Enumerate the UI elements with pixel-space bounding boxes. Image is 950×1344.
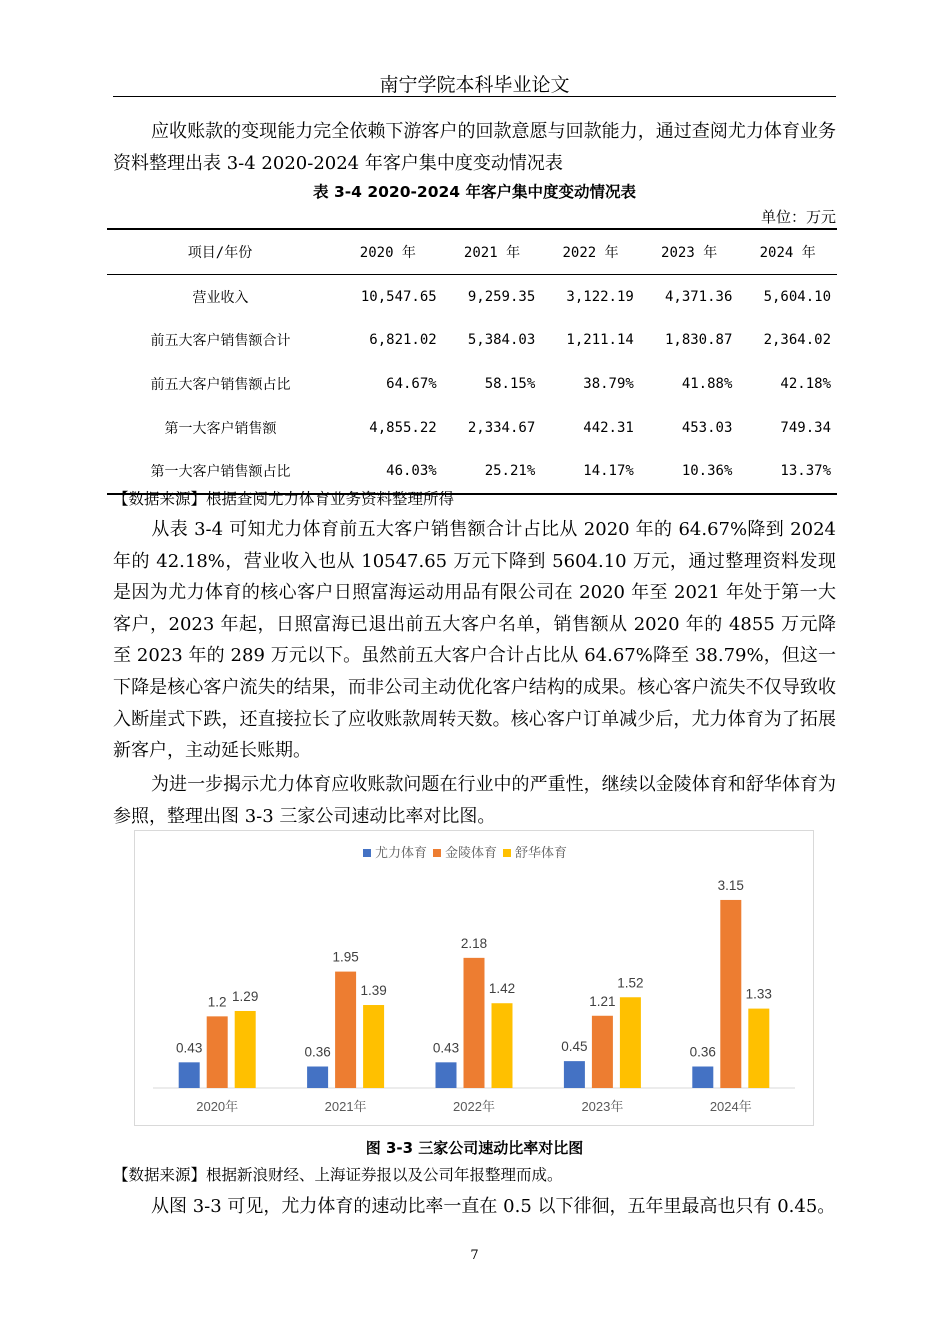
data-label: 1.95 bbox=[332, 949, 359, 965]
x-tick-label: 2024年 bbox=[709, 1099, 752, 1114]
table-cell: 9,259.35 bbox=[467, 288, 536, 305]
x-tick-label: 2022年 bbox=[453, 1099, 495, 1114]
x-tick-label: 2020年 bbox=[196, 1099, 239, 1114]
table-header-cell: 2021 年 bbox=[443, 229, 542, 275]
legend-swatch bbox=[363, 849, 371, 857]
paragraph-comparison bbox=[113, 769, 836, 832]
table-cell: 第一大客户销售额占比 bbox=[107, 449, 333, 494]
table-cell: 1,211.14 bbox=[566, 332, 634, 349]
table-cell: 25.21% bbox=[443, 449, 542, 494]
data-label: 1.52 bbox=[617, 975, 644, 991]
table-cell: 5,604.10 bbox=[763, 288, 831, 305]
data-label: 3.15 bbox=[717, 877, 744, 893]
table-cell: 453.03 bbox=[681, 419, 733, 436]
table-cell: 38.79% bbox=[583, 375, 634, 392]
header-rule bbox=[113, 96, 836, 97]
legend-swatch bbox=[433, 849, 441, 857]
table-row bbox=[107, 406, 837, 450]
table-header-cell: 2020 年 bbox=[333, 229, 443, 275]
x-tick-label: 2021年 bbox=[324, 1099, 367, 1114]
table-cell: 46.03% bbox=[333, 449, 443, 494]
table-source-note: 【数据来源】根据查阅尤力体育业务资料整理所得 bbox=[113, 490, 455, 508]
table-cell: 前五大客户销售额占比 bbox=[150, 376, 291, 393]
running-header: 南宁学院本科毕业论文 bbox=[379, 74, 570, 96]
customer-concentration-table bbox=[107, 228, 837, 495]
table-unit: 单位：万元 bbox=[760, 208, 836, 226]
table-cell: 第一大客户销售额 bbox=[164, 420, 277, 437]
table-cell: 442.31 bbox=[583, 419, 634, 436]
table-cell: 42.18% bbox=[780, 375, 831, 392]
table-header-cell: 项目/年份 bbox=[107, 229, 333, 275]
table-cell: 2,334.67 bbox=[467, 419, 536, 436]
quick-ratio-bar-chart bbox=[135, 831, 813, 1125]
table-cell: 4,371.36 bbox=[664, 288, 733, 305]
bar bbox=[592, 1016, 613, 1088]
table-cell: 3,122.19 bbox=[566, 288, 634, 305]
legend-label: 舒华体育 bbox=[515, 845, 568, 860]
data-label: 1.39 bbox=[360, 983, 387, 999]
bar bbox=[720, 900, 741, 1088]
table-cell: 10,547.65 bbox=[360, 288, 437, 305]
bar bbox=[464, 958, 485, 1088]
paragraph-intro-text: 应收账款的变现能力完全依赖下游客户的回款意愿与回款能力，通过查阅尤力体育业务资料整理出表 3-4 2020-2024 年客户集中度变动情况表 bbox=[113, 121, 836, 174]
table-cell: 13.37% bbox=[738, 449, 837, 494]
table-cell: 6,821.02 bbox=[369, 332, 437, 349]
table-row bbox=[107, 275, 837, 319]
figure-source-note: 【数据来源】根据新浪财经、上海证券报以及公司年报整理而成。 bbox=[113, 1166, 563, 1184]
data-label: 0.36 bbox=[304, 1044, 331, 1060]
data-label: 1.21 bbox=[589, 993, 616, 1009]
bar bbox=[235, 1011, 256, 1088]
data-label: 1.42 bbox=[488, 981, 516, 997]
data-label: 1.2 bbox=[207, 994, 227, 1010]
paragraph-comparison-text: 为进一步揭示尤力体育应收账款问题在行业中的严重性，继续以金陵体育和舒华体育为参照，整理出图 3-3 三家公司速动比率对比图。 bbox=[113, 774, 836, 827]
table-cell: 1,830.87 bbox=[664, 332, 733, 349]
table-cell: 前五大客户销售额合计 bbox=[150, 333, 291, 350]
bar bbox=[492, 1003, 513, 1088]
table-cell: 4,855.22 bbox=[369, 419, 437, 436]
table-cell: 10.36% bbox=[640, 449, 739, 494]
table-cell: 64.67% bbox=[386, 375, 437, 392]
data-label: 1.29 bbox=[232, 988, 259, 1004]
table-cell: 营业收入 bbox=[192, 289, 249, 306]
table-caption: 表 3-4 2020-2024 年客户集中度变动情况表 bbox=[313, 183, 636, 201]
table-header-cell: 2024 年 bbox=[738, 229, 837, 275]
table-header-cell: 2022 年 bbox=[541, 229, 640, 275]
bar bbox=[436, 1062, 457, 1088]
bar bbox=[307, 1067, 328, 1088]
figure-caption: 图 3-3 三家公司速动比率对比图 bbox=[365, 1139, 584, 1157]
bar bbox=[748, 1009, 769, 1088]
paragraph-conclusion-text: 从图 3-3 可见，尤力体育的速动比率一直在 0.5 以下徘徊，五年里最高也只有 0.45。 bbox=[151, 1196, 836, 1217]
bar bbox=[179, 1062, 200, 1088]
bar bbox=[692, 1067, 713, 1088]
table-row bbox=[107, 319, 837, 363]
table-row bbox=[107, 362, 837, 406]
bar bbox=[564, 1061, 585, 1088]
bar bbox=[335, 972, 356, 1088]
legend-label: 金陵体育 bbox=[445, 845, 498, 860]
legend-label: 尤力体育 bbox=[375, 845, 428, 860]
data-label: 0.43 bbox=[176, 1040, 203, 1056]
data-label: 2.18 bbox=[460, 935, 488, 951]
table-cell: 14.17% bbox=[541, 449, 640, 494]
quick-ratio-chart-frame bbox=[134, 830, 814, 1126]
paragraph-conclusion bbox=[113, 1191, 836, 1223]
data-label: 1.33 bbox=[745, 986, 772, 1002]
bar bbox=[207, 1016, 228, 1088]
data-label: 0.45 bbox=[561, 1039, 588, 1055]
data-label: 0.43 bbox=[432, 1040, 460, 1056]
paragraph-analysis-text: 从表 3-4 可知尤力体育前五大客户销售额合计占比从 2020 年的 64.67%降到 2024 年的 42.18%，营业收入也从 10547.65 万元下降到 5604.10 万元，通过整理资料发现是因为尤力体育的核心客户日照富海运动用品有限公司在 2020 年至 2021 年处于第一大客户，2023 年起，日照富海已退出前五大客户名单，销售额从 2020 年的 4855 万元降至 2023 年的 289 万元以下。虽然前五大客户合计占比从 64.67%降至 38.79%，但这一下降是核心客户流失的结果，而非公司主动优化客户结构的成果。核心客户流失不仅导致收入断崖式下跌，还直接拉长了应收账款周转天数。核心客户订单减少后，尤力体育为了拓展新客户，主动延长账期。 bbox=[113, 519, 836, 762]
paragraph-analysis bbox=[113, 514, 836, 767]
bar bbox=[620, 997, 641, 1088]
table-header-row bbox=[107, 229, 837, 275]
legend-swatch bbox=[503, 849, 511, 857]
table-cell: 5,384.03 bbox=[467, 332, 536, 349]
table-header-cell: 2023 年 bbox=[640, 229, 739, 275]
table-cell: 749.34 bbox=[780, 419, 831, 436]
table-cell: 2,364.02 bbox=[763, 332, 831, 349]
bar bbox=[363, 1005, 384, 1088]
x-tick-label: 2023年 bbox=[581, 1099, 624, 1114]
table-cell: 41.88% bbox=[681, 375, 733, 392]
table-cell: 58.15% bbox=[484, 375, 536, 392]
data-label: 0.36 bbox=[689, 1044, 716, 1060]
page-number: 7 bbox=[470, 1248, 479, 1263]
paragraph-intro bbox=[113, 116, 836, 179]
